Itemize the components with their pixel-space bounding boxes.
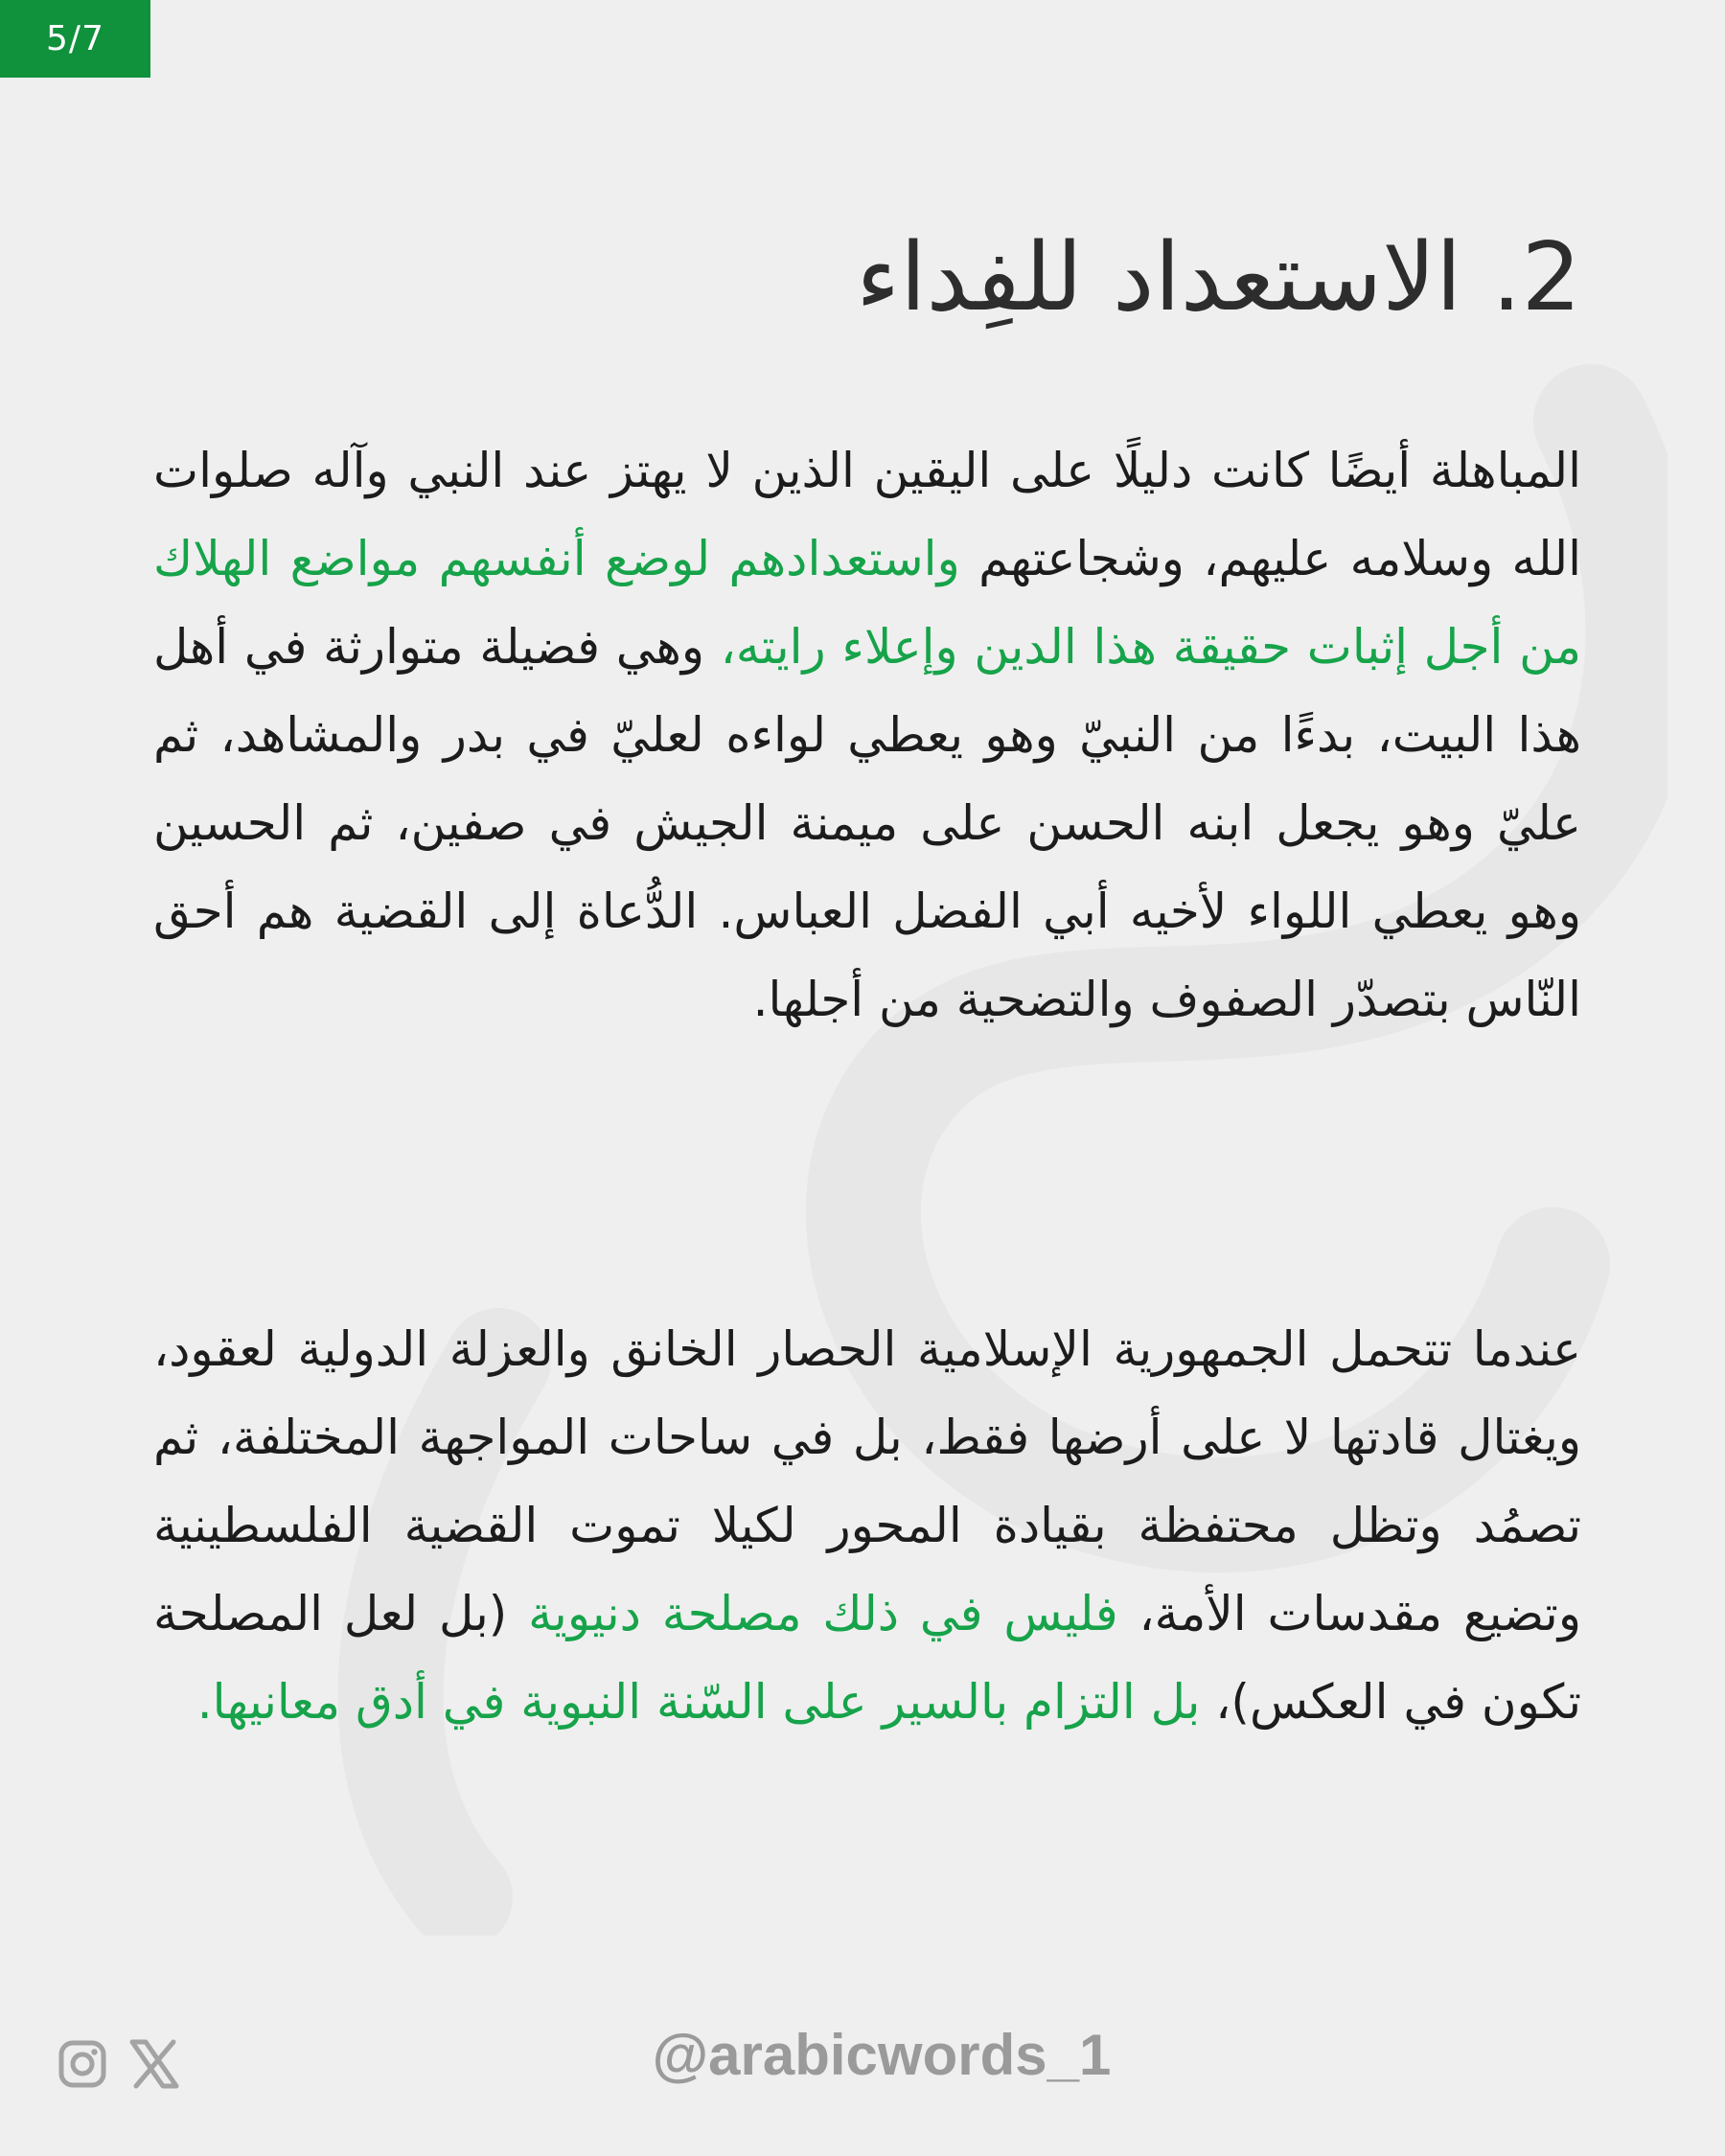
- paragraph-1-text-a: المباهلة أيضًا كانت دليلًا على اليقين الذين لا يهتز عند النبي وآله صلوات الله وسلامه عليهم، وشجاعتهم: [153, 443, 1581, 586]
- page-title: 2. الاستعداد للفِداء: [856, 223, 1581, 333]
- paragraph-2-highlight-a: فليس في ذلك مصلحة دنيوية: [528, 1586, 1118, 1641]
- paragraph-2: [153, 1305, 1581, 1746]
- paragraph-2-text-b: (بل لعل المصلحة تكون في العكس)،: [153, 1586, 1581, 1730]
- paragraph-1-highlight: واستعدادهم لوضع أنفسهم مواضع الهلاك من أجل إثبات حقيقة هذا الدين وإعلاء رايته،: [153, 531, 1581, 675]
- paragraph-1: [153, 426, 1581, 1044]
- social-handle: @arabicwords_1: [652, 2023, 1112, 2087]
- paragraph-2-highlight-b: بل التزام بالسير على السّنة النبوية في أدق معانيها.: [196, 1674, 1201, 1730]
- page-indicator: 5/7: [0, 0, 150, 78]
- paragraph-1-text-b: وهي فضيلة متوارثة في أهل هذا البيت، بدءًا من النبيّ وهو يعطي لواءه لعليّ في بدر والمشاهد، ثم عليّ وهو يجعل ابنه الحسن على ميمنة الجيش في صفين، ثم الحسين وهو يعطي اللواء لأخيه أبي الفضل العباس. الدُّعاة إلى القضية هم أحق النّاس بتصدّر الصفوف والتضحية من أجلها.: [153, 619, 1581, 1027]
- paragraph-2-text-a: عندما تتحمل الجمهورية الإسلامية الحصار الخانق والعزلة الدولية لعقود، ويغتال قادتها لا على أرضها فقط، بل في ساحات المواجهة المختلفة، ثم تصمُد وتظل محتفظة بقيادة المحور لكيلا تموت القضية الفلسطينية وتضيع مقدسات الأمة،: [153, 1321, 1581, 1641]
